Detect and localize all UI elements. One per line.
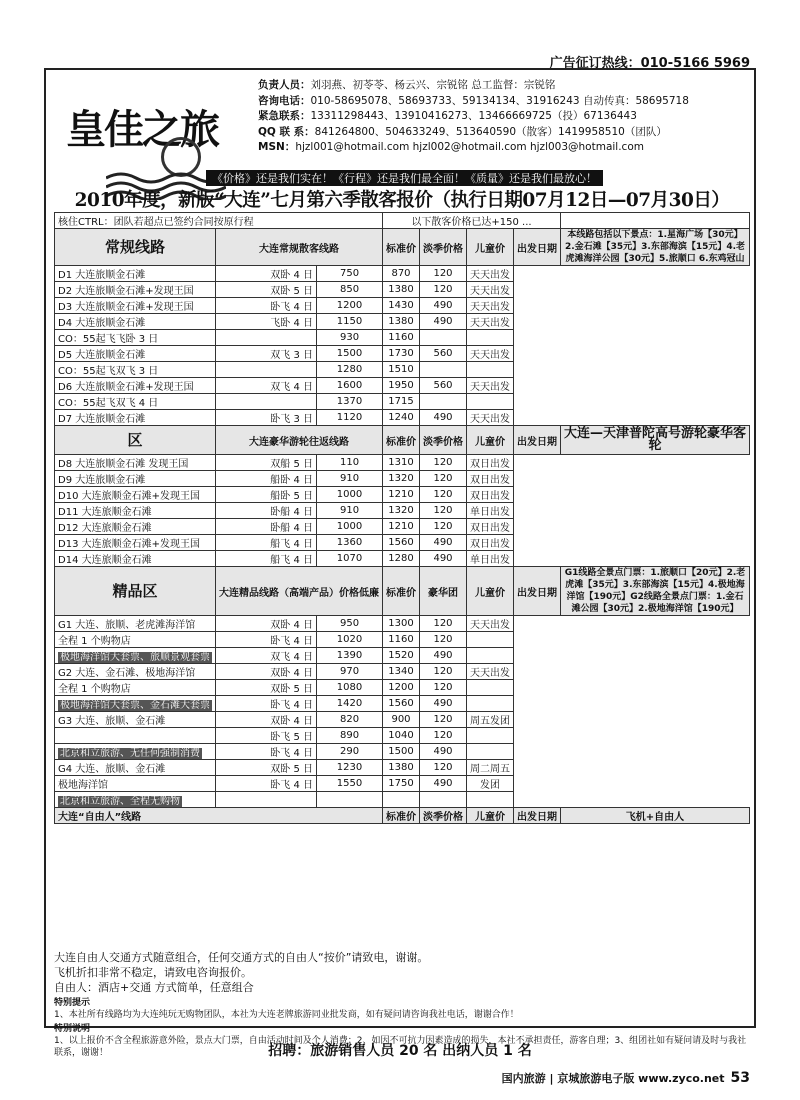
price-child: 560 bbox=[420, 346, 467, 362]
price-child: 120 bbox=[420, 680, 467, 696]
price-low: 1380 bbox=[383, 760, 420, 776]
cruise-row bbox=[55, 535, 750, 551]
price-standard: 1550 bbox=[317, 776, 383, 792]
route-name: 北京和立旅游、无任何强制消费 bbox=[55, 744, 216, 760]
route-name: 极地海洋馆大套票、金石滩大套票 bbox=[55, 696, 216, 712]
transport: 双卧 4 日 bbox=[216, 616, 317, 632]
notes-title-1: 特别提示 bbox=[54, 998, 91, 1008]
price-standard: 910 bbox=[317, 471, 383, 487]
price-low: 1320 bbox=[383, 503, 420, 519]
free-text-2: 飞机折扣非常不稳定，请致电咨询报价。 bbox=[54, 966, 252, 979]
transport: 卧飞 3 日 bbox=[216, 410, 317, 426]
route-name: D3 大连旅顺金石滩+发现王国 bbox=[55, 298, 216, 314]
transport: 双卧 4 日 bbox=[216, 266, 317, 282]
price-standard: 1390 bbox=[317, 648, 383, 664]
contact-phone: 咨询电话：010-58695078、58693733、59134134、31916243 自动传真：58695718 bbox=[258, 94, 689, 107]
price-standard: 950 bbox=[317, 616, 383, 632]
cruise-row bbox=[55, 519, 750, 535]
departure-date bbox=[467, 696, 514, 712]
price-low: 1510 bbox=[383, 362, 420, 378]
route-name: D10 大连旅顺金石滩+发现王国 bbox=[55, 487, 216, 503]
contact-block bbox=[258, 78, 748, 156]
price-low: 1380 bbox=[383, 282, 420, 298]
departure-date: 双日出发 bbox=[467, 455, 514, 471]
route-name: D9 大连旅顺金石滩 bbox=[55, 471, 216, 487]
price-standard: 1020 bbox=[317, 632, 383, 648]
price-child: 490 bbox=[420, 648, 467, 664]
transport: 双卧 4 日 bbox=[216, 712, 317, 728]
price-child: 490 bbox=[420, 776, 467, 792]
price-standard: 110 bbox=[317, 455, 383, 471]
route-name: D11 大连旅顺金石滩 bbox=[55, 503, 216, 519]
free-text-3: 自由人：酒店+交通 方式简单，任意组合 bbox=[54, 981, 254, 994]
departure-date: 单日出发 bbox=[467, 551, 514, 567]
section-cruise: 区 bbox=[55, 426, 216, 455]
price-standard: 1200 bbox=[317, 298, 383, 314]
section-deluxe: 精品区 bbox=[55, 567, 216, 616]
route-name: CO：55起飞飞卧 3 日 bbox=[55, 330, 216, 346]
price-standard: 1370 bbox=[317, 394, 383, 410]
price-child: 490 bbox=[420, 298, 467, 314]
transport: 卧飞 4 日 bbox=[216, 632, 317, 648]
free-header: 大连“自由人”线路 标准价 淡季价格 儿童价 出发日期 飞机+自由人 bbox=[55, 808, 750, 824]
price-child: 120 bbox=[420, 712, 467, 728]
regular-row bbox=[55, 282, 750, 298]
price-child: 120 bbox=[420, 519, 467, 535]
price-table bbox=[54, 212, 750, 824]
departure-date bbox=[467, 632, 514, 648]
regular-header: 常规线路 大连常规散客线路 标准价 淡季价格 儿童价 出发日期 本线路包括以下景点：1.星海广场【30元】2.金石滩【35元】3.东部海滨【15元】4.老虎滩海洋公园【30元】5.旅顺口 6.东鸡冠山 bbox=[55, 229, 750, 266]
departure-date: 天天出发 bbox=[467, 378, 514, 394]
transport: 卧飞 4 日 bbox=[216, 298, 317, 314]
transport: 双船 5 日 bbox=[216, 455, 317, 471]
price-standard: 1070 bbox=[317, 551, 383, 567]
price-standard: 1420 bbox=[317, 696, 383, 712]
price-low: 1200 bbox=[383, 680, 420, 696]
departure-date: 双日出发 bbox=[467, 471, 514, 487]
transport: 卧船 4 日 bbox=[216, 519, 317, 535]
departure-date: 天天出发 bbox=[467, 314, 514, 330]
price-low: 1520 bbox=[383, 648, 420, 664]
price-low: 1160 bbox=[383, 330, 420, 346]
route-name: D13 大连旅顺金石滩+发现王国 bbox=[55, 535, 216, 551]
price-child: 120 bbox=[420, 760, 467, 776]
departure-date: 单日出发 bbox=[467, 503, 514, 519]
price-child bbox=[420, 792, 467, 808]
regular-row bbox=[55, 394, 750, 410]
transport bbox=[216, 792, 317, 808]
footer-text: 国内旅游 | 京城旅游电子版 www.zyco.net bbox=[501, 1072, 725, 1085]
price-low: 1240 bbox=[383, 410, 420, 426]
price-standard: 1230 bbox=[317, 760, 383, 776]
departure-date bbox=[467, 728, 514, 744]
transport: 双卧 5 日 bbox=[216, 282, 317, 298]
regular-title: 大连常规散客线路 bbox=[216, 229, 383, 266]
transport: 船飞 4 日 bbox=[216, 551, 317, 567]
regular-row bbox=[55, 330, 750, 346]
price-child: 120 bbox=[420, 266, 467, 282]
price-standard: 890 bbox=[317, 728, 383, 744]
price-child: 490 bbox=[420, 535, 467, 551]
departure-date: 周二周五 bbox=[467, 760, 514, 776]
route-name: CO：55起飞双飞 4 日 bbox=[55, 394, 216, 410]
price-standard: 1000 bbox=[317, 519, 383, 535]
departure-date bbox=[467, 680, 514, 696]
departure-date: 天天出发 bbox=[467, 298, 514, 314]
price-low: 1380 bbox=[383, 314, 420, 330]
route-name: 全程 1 个购物店 bbox=[55, 680, 216, 696]
price-standard: 850 bbox=[317, 282, 383, 298]
route-name: G1 大连、旅顺、老虎滩海洋馆 bbox=[55, 616, 216, 632]
price-low: 900 bbox=[383, 712, 420, 728]
price-child: 120 bbox=[420, 503, 467, 519]
departure-date: 周五发团 bbox=[467, 712, 514, 728]
route-name bbox=[55, 728, 216, 744]
regular-row bbox=[55, 410, 750, 426]
route-name: 极地海洋馆 bbox=[55, 776, 216, 792]
headline: 2010年度，新版“大连”七月第六季散客报价（执行日期07月12日—07月30日） bbox=[74, 190, 730, 211]
page-number: 53 bbox=[730, 1070, 750, 1086]
route-name: D14 大连旅顺金石滩 bbox=[55, 551, 216, 567]
price-standard: 1080 bbox=[317, 680, 383, 696]
price-low: 1750 bbox=[383, 776, 420, 792]
deluxe-row bbox=[55, 632, 750, 648]
price-low bbox=[383, 792, 420, 808]
price-child: 490 bbox=[420, 410, 467, 426]
price-low: 1310 bbox=[383, 455, 420, 471]
regular-row bbox=[55, 346, 750, 362]
departure-date: 天天出发 bbox=[467, 282, 514, 298]
price-child bbox=[420, 362, 467, 378]
price-child: 120 bbox=[420, 471, 467, 487]
price-low: 1300 bbox=[383, 616, 420, 632]
price-low: 1560 bbox=[383, 535, 420, 551]
transport bbox=[216, 330, 317, 346]
price-child: 490 bbox=[420, 696, 467, 712]
route-name: D6 大连旅顺金石滩+发现王国 bbox=[55, 378, 216, 394]
notes-body-1: 1、本社所有线路均为大连纯玩无购物团队，本社为大连老牌旅游同业批发商，如有疑问请咨询我社电话，谢谢合作！ bbox=[54, 1010, 519, 1020]
transport: 双飞 4 日 bbox=[216, 648, 317, 664]
deluxe-row bbox=[55, 776, 750, 792]
price-child: 120 bbox=[420, 616, 467, 632]
price-low: 1040 bbox=[383, 728, 420, 744]
route-name: D1 大连旅顺金石滩 bbox=[55, 266, 216, 282]
notes-body-2: 1、以上报价不含全程旅游意外险，景点大门票，自由活动时间及个人消费；2、如因不可抗力因素造成的损失，本社不承担责任，游客自理；3、组团社如有疑问请及时与我社联系，谢谢！ bbox=[54, 1036, 747, 1058]
price-low: 870 bbox=[383, 266, 420, 282]
transport bbox=[216, 394, 317, 410]
price-standard: 290 bbox=[317, 744, 383, 760]
transport: 飞卧 4 日 bbox=[216, 314, 317, 330]
transport: 双飞 3 日 bbox=[216, 346, 317, 362]
price-standard: 1360 bbox=[317, 535, 383, 551]
route-name: G2 大连、金石滩、极地海洋馆 bbox=[55, 664, 216, 680]
price-child: 120 bbox=[420, 632, 467, 648]
route-name: D7 大连旅顺金石滩 bbox=[55, 410, 216, 426]
free-text-1: 大连自由人交通方式随意组合，任何交通方式的自由人“按价”请致电，谢谢。 bbox=[54, 951, 429, 964]
price-child: 490 bbox=[420, 551, 467, 567]
transport: 双卧 5 日 bbox=[216, 760, 317, 776]
price-standard: 1120 bbox=[317, 410, 383, 426]
ad-hotline: 广告征订热线：010-5166 5969 bbox=[549, 56, 750, 71]
price-standard: 750 bbox=[317, 266, 383, 282]
price-low: 1160 bbox=[383, 632, 420, 648]
route-name: G4 大连、旅顺、金石滩 bbox=[55, 760, 216, 776]
transport: 船卧 5 日 bbox=[216, 487, 317, 503]
price-child: 120 bbox=[420, 728, 467, 744]
price-standard: 1280 bbox=[317, 362, 383, 378]
departure-date: 天天出发 bbox=[467, 346, 514, 362]
table-top-row bbox=[55, 213, 750, 229]
contact-qq: QQ 联 系：841264800、504633249、513640590（散客）1419958510（团队） bbox=[258, 125, 667, 138]
route-name: D12 大连旅顺金石滩 bbox=[55, 519, 216, 535]
price-low: 1560 bbox=[383, 696, 420, 712]
regular-row bbox=[55, 266, 750, 282]
departure-date: 天天出发 bbox=[467, 410, 514, 426]
regular-row bbox=[55, 362, 750, 378]
price-low: 1280 bbox=[383, 551, 420, 567]
page-footer bbox=[502, 1070, 750, 1086]
price-standard: 1600 bbox=[317, 378, 383, 394]
departure-date bbox=[467, 330, 514, 346]
regular-row bbox=[55, 378, 750, 394]
price-low: 1500 bbox=[383, 744, 420, 760]
route-name: 极地海洋馆大套票、旅顺景观套票 bbox=[55, 648, 216, 664]
price-low: 1430 bbox=[383, 298, 420, 314]
regular-row bbox=[55, 314, 750, 330]
contact-emergency: 紧急联系：13311298443、13910416273、13466669725（投）67136443 bbox=[258, 110, 637, 122]
departure-date bbox=[467, 362, 514, 378]
deluxe-row bbox=[55, 616, 750, 632]
deluxe-row bbox=[55, 648, 750, 664]
price-low: 1950 bbox=[383, 378, 420, 394]
price-child: 490 bbox=[420, 744, 467, 760]
section-regular: 常规线路 bbox=[55, 229, 216, 266]
route-name: D2 大连旅顺金石滩+发现王国 bbox=[55, 282, 216, 298]
price-low: 1210 bbox=[383, 487, 420, 503]
transport: 卧飞 4 日 bbox=[216, 696, 317, 712]
transport: 双卧 5 日 bbox=[216, 680, 317, 696]
departure-date: 天天出发 bbox=[467, 664, 514, 680]
price-low: 1320 bbox=[383, 471, 420, 487]
price-standard: 1000 bbox=[317, 487, 383, 503]
recruit-banner: 招聘：旅游销售人员 20 名 出纳人员 1 名 bbox=[268, 1043, 532, 1059]
logo-text: 皇佳之旅 bbox=[66, 106, 218, 153]
route-name: G3 大连、旅顺、金石滩 bbox=[55, 712, 216, 728]
cruise-header: 区 大连豪华游轮往返线路 标准价 淡季价格 儿童价 出发日期 大连—天津普陀高号游轮豪华客轮 bbox=[55, 426, 750, 455]
price-standard: 1150 bbox=[317, 314, 383, 330]
cruise-row bbox=[55, 455, 750, 471]
departure-date: 天天出发 bbox=[467, 616, 514, 632]
deluxe-row bbox=[55, 744, 750, 760]
transport: 卧飞 4 日 bbox=[216, 744, 317, 760]
deluxe-row bbox=[55, 728, 750, 744]
price-child: 120 bbox=[420, 664, 467, 680]
departure-date: 发团 bbox=[467, 776, 514, 792]
transport bbox=[216, 362, 317, 378]
slogan-banner: 《价格》还是我们实在！《行程》还是我们最全面！《质量》还是我们最放心！ bbox=[206, 170, 603, 186]
departure-date: 双日出发 bbox=[467, 519, 514, 535]
deluxe-row bbox=[55, 664, 750, 680]
price-standard bbox=[317, 792, 383, 808]
deluxe-row bbox=[55, 696, 750, 712]
price-low: 1715 bbox=[383, 394, 420, 410]
top-left-note: 核住CTRL：团队若超点已签约合同按原行程 bbox=[55, 213, 383, 229]
contact-person: 负责人员：刘羽燕、初苓苓、杨云兴、宗锐铭 总工监督：宗锐铭 bbox=[258, 79, 556, 91]
price-child: 120 bbox=[420, 455, 467, 471]
deluxe-row bbox=[55, 792, 750, 808]
price-child: 490 bbox=[420, 314, 467, 330]
regular-row bbox=[55, 298, 750, 314]
departure-date: 双日出发 bbox=[467, 487, 514, 503]
transport: 卧船 4 日 bbox=[216, 503, 317, 519]
price-child bbox=[420, 330, 467, 346]
price-child: 120 bbox=[420, 487, 467, 503]
price-standard: 930 bbox=[317, 330, 383, 346]
cruise-row bbox=[55, 471, 750, 487]
cruise-row bbox=[55, 503, 750, 519]
price-standard: 820 bbox=[317, 712, 383, 728]
route-name: 全程 1 个购物店 bbox=[55, 632, 216, 648]
price-low: 1730 bbox=[383, 346, 420, 362]
deluxe-note: G1线路全景点门票：1.旅顺口【20元】2.老虎滩【35元】3.东部海滨【15元】4.极地海洋馆【190元】G2线路全景点门票：1.金石滩公园【30元】2.极地海洋馆【190元】 bbox=[561, 567, 750, 616]
route-name: CO：55起飞双飞 3 日 bbox=[55, 362, 216, 378]
route-name: D8 大连旅顺金石滩 发现王国 bbox=[55, 455, 216, 471]
departure-date bbox=[467, 744, 514, 760]
departure-date bbox=[467, 648, 514, 664]
route-name: 北京和立旅游、全程无购物 bbox=[55, 792, 216, 808]
contact-msn: MSN：hjzl001@hotmail.com hjzl002@hotmail.com hjzl003@hotmail.com bbox=[258, 141, 644, 153]
cruise-row bbox=[55, 487, 750, 503]
price-standard: 1500 bbox=[317, 346, 383, 362]
deluxe-row bbox=[55, 680, 750, 696]
deluxe-row bbox=[55, 712, 750, 728]
price-standard: 910 bbox=[317, 503, 383, 519]
cruise-row bbox=[55, 551, 750, 567]
notes-title-2: 特别说明 bbox=[54, 1024, 91, 1034]
price-child bbox=[420, 394, 467, 410]
transport: 双卧 4 日 bbox=[216, 664, 317, 680]
departure-date: 天天出发 bbox=[467, 266, 514, 282]
deluxe-header: 精品区 大连精品线路（高端产品）价格低廉 标准价 豪华团 儿童价 出发日期 G1线路全景点门票：1.旅顺口【20元】2.老虎滩【35元】3.东部海滨【15元】4.极地海洋馆【190元】G2线路全景点门票：1.金石滩公园【30元】2.极地海洋馆【190元】 bbox=[55, 567, 750, 616]
regular-note: 本线路包括以下景点：1.星海广场【30元】2.金石滩【35元】3.东部海滨【15元】4.老虎滩海洋公园【30元】5.旅顺口 6.东鸡冠山 bbox=[561, 229, 750, 266]
cruise-title: 大连豪华游轮往返线路 bbox=[216, 426, 383, 455]
free-title: 大连“自由人”线路 bbox=[55, 808, 383, 824]
price-low: 1340 bbox=[383, 664, 420, 680]
top-right-note: 以下散客价格已达+150 ... bbox=[383, 213, 561, 229]
route-name: D5 大连旅顺金石滩 bbox=[55, 346, 216, 362]
transport: 船飞 4 日 bbox=[216, 535, 317, 551]
route-name: D4 大连旅顺金石滩 bbox=[55, 314, 216, 330]
departure-date bbox=[467, 394, 514, 410]
transport: 卧飞 4 日 bbox=[216, 776, 317, 792]
cruise-note: 大连—天津普陀高号游轮豪华客轮 bbox=[561, 426, 750, 455]
transport: 船卧 4 日 bbox=[216, 471, 317, 487]
transport: 卧飞 5 日 bbox=[216, 728, 317, 744]
price-child: 560 bbox=[420, 378, 467, 394]
price-standard: 970 bbox=[317, 664, 383, 680]
deluxe-row bbox=[55, 760, 750, 776]
price-low: 1210 bbox=[383, 519, 420, 535]
deluxe-title: 大连精品线路（高端产品）价格低廉 bbox=[216, 567, 383, 616]
price-child: 120 bbox=[420, 282, 467, 298]
departure-date bbox=[467, 792, 514, 808]
transport: 双飞 4 日 bbox=[216, 378, 317, 394]
departure-date: 双日出发 bbox=[467, 535, 514, 551]
